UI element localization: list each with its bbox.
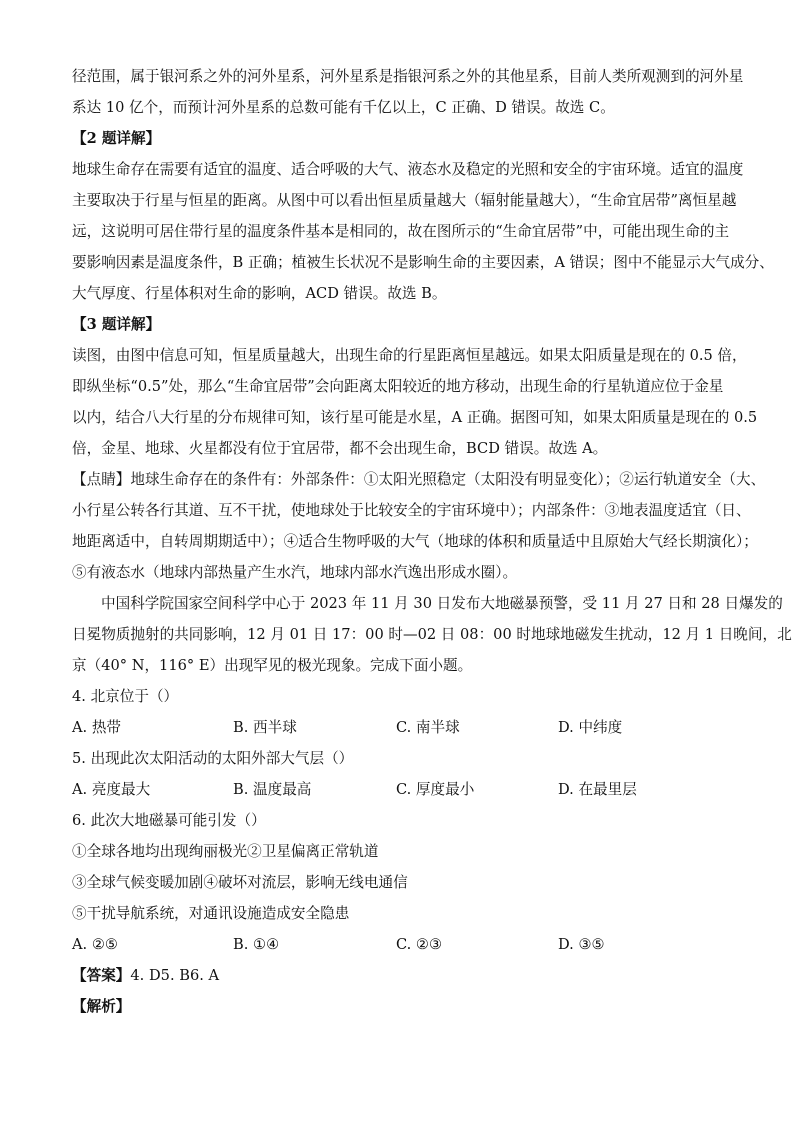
text-line: 以内，结合八大行星的分布规律可知，该行星可能是水星，A 正确。据图可知，如果太阳质量是现在的 0.5 xyxy=(72,409,758,426)
q6-option-a: A. ②⑤ xyxy=(72,936,118,953)
text-line: 远，这说明可居住带行星的温度条件基本是相同的，故在图所示的“生命宜居带”中，可能出现生命的主 xyxy=(72,223,730,240)
q5-option-a: A. 亮度最大 xyxy=(72,781,151,798)
question-4: 4. 北京位于（） xyxy=(72,688,179,705)
text-line: 倍，金星、地球、火星都没有位于宜居带，都不会出现生命，BCD 错误。故选 A。 xyxy=(72,440,608,457)
q4-option-d: D. 中纬度 xyxy=(558,719,623,736)
analysis-label: 【解析】 xyxy=(72,998,131,1015)
section-heading: 【2 题详解】 xyxy=(72,130,161,147)
text-line: 小行星公转各行其道、互不干扰，使地球处于比较安全的宇宙环境中）；内部条件：③地表温度适宜（日、 xyxy=(72,502,751,519)
q5-option-b: B. 温度最高 xyxy=(233,781,312,798)
text-line: 主要取决于行星与恒星的距离。从图中可以看出恒星质量越大（辐射能量越大），“生命宜居带”离恒星越 xyxy=(72,192,737,209)
text-line: 系达 10 亿个，而预计河外星系的总数可能有千亿以上，C 正确、D 错误。故选 C。 xyxy=(72,99,615,116)
q5-option-d: D. 在最里层 xyxy=(558,781,637,798)
passage-line: 中国科学院国家空间科学中心于 2023 年 11 月 30 日发布大地磁暴预警，受 11 月 27 日和 28 日爆发的 xyxy=(101,595,783,612)
text-line: 地球生命存在需要有适宜的温度、适合呼吸的大气、液态水及稳定的光照和安全的宇宙环境。适宜的温度 xyxy=(72,161,744,178)
q6-statement: ③全球气候变暖加剧④破坏对流层，影响无线电通信 xyxy=(72,874,408,891)
answer-text: 4. D5. B6. A xyxy=(130,967,220,984)
text-line: 读图，由图中信息可知，恒星质量越大，出现生命的行星距离恒星越远。如果太阳质量是现在的 0.5 倍， xyxy=(72,347,747,364)
q4-option-b: B. 西半球 xyxy=(233,719,297,736)
q5-option-c: C. 厚度最小 xyxy=(396,781,475,798)
text-line: 即纵坐标“0.5”处，那么“生命宜居带”会向距离太阳较近的地方移动，出现生命的行星轨道应位于金星 xyxy=(72,378,724,395)
passage-line: 日冕物质抛射的共同影响，12 月 01 日 17：00 时—02 日 08：00 时地球地磁发生扰动，12 月 1 日晚间，北 xyxy=(72,626,792,643)
answer-line xyxy=(72,965,219,987)
key-point-line: 【点睛】地球生命存在的条件有：外部条件：①太阳光照稳定（太阳没有明显变化）；②运行轨道安全（大、 xyxy=(72,471,766,488)
q4-option-c: C. 南半球 xyxy=(396,719,460,736)
question-6: 6. 此次大地磁暴可能引发（） xyxy=(72,812,266,829)
q6-option-b: B. ①④ xyxy=(233,936,280,953)
q6-option-d: D. ③⑤ xyxy=(558,936,605,953)
text-line: 径范围，属于银河系之外的河外星系，河外星系是指银河系之外的其他星系，目前人类所观测到的河外星 xyxy=(72,68,744,85)
q6-statement: ⑤干扰导航系统，对通讯设施造成安全隐患 xyxy=(72,905,350,922)
text-line: 大气厚度、行星体积对生命的影响，ACD 错误。故选 B。 xyxy=(72,285,447,302)
q6-statement: ①全球各地均出现绚丽极光②卫星偏离正常轨道 xyxy=(72,843,379,860)
question-5: 5. 出现此次太阳活动的太阳外部大气层（） xyxy=(72,750,354,767)
text-line: 要影响因素是温度条件，B 正确；植被生长状况不是影响生命的主要因素，A 错误；图中不能显示大气成分、 xyxy=(72,254,774,271)
passage-line: 京（40° N，116° E）出现罕见的极光现象。完成下面小题。 xyxy=(72,657,473,674)
answer-label: 【答案】 xyxy=(72,967,131,984)
text-line: 地距离适中，自转周期期适中）；④适合生物呼吸的大气（地球的体积和质量适中且原始大气经长期演化）； xyxy=(72,533,758,550)
q6-option-c: C. ②③ xyxy=(396,936,443,953)
q4-option-a: A. 热带 xyxy=(72,719,122,736)
section-heading: 【3 题详解】 xyxy=(72,316,161,333)
text-line: ⑤有液态水（地球内部热量产生水汽，地球内部水汽逸出形成水圈）。 xyxy=(72,564,518,581)
